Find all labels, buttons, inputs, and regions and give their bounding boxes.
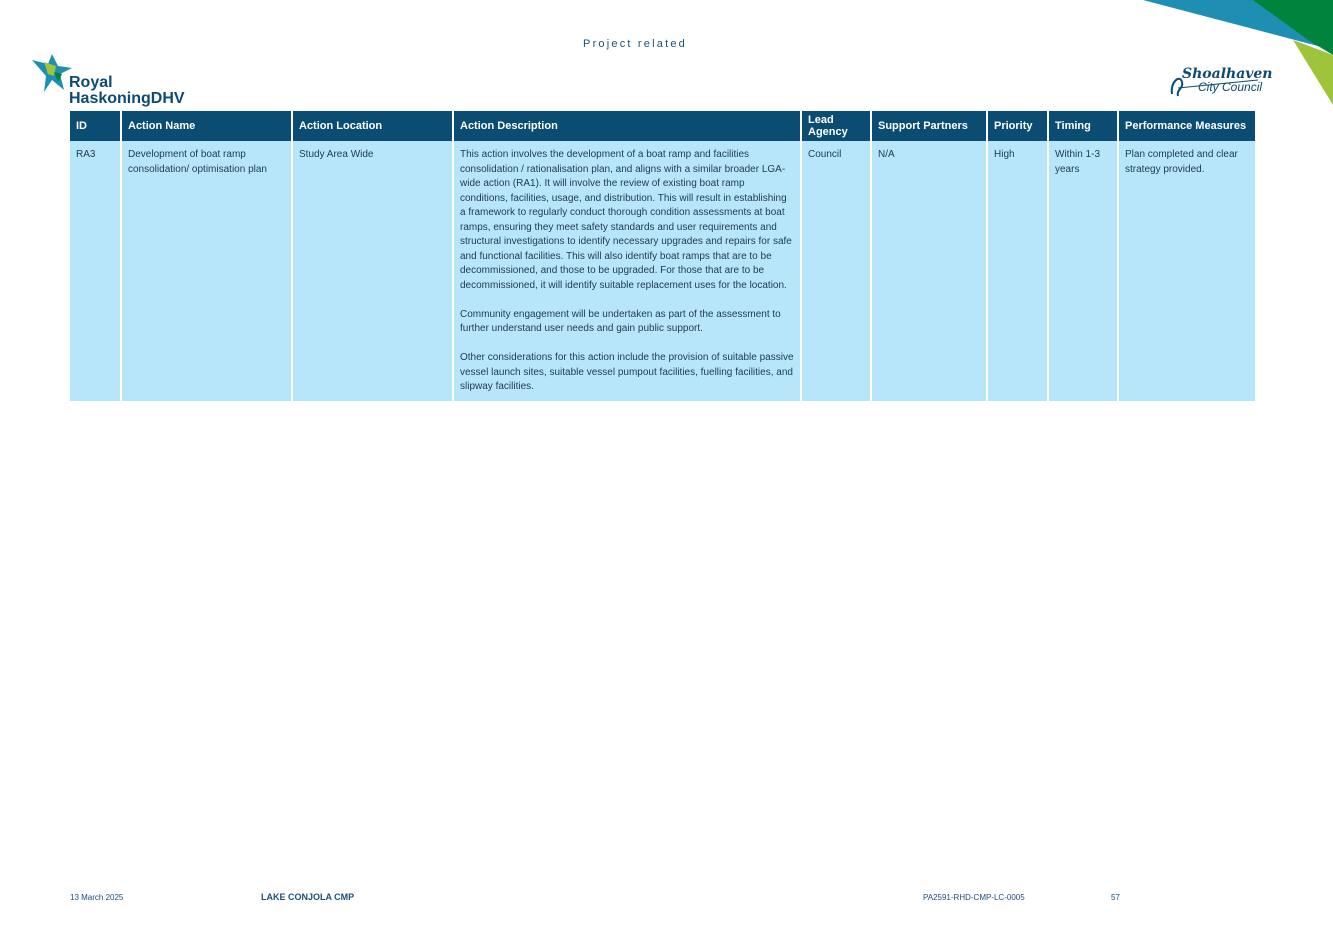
shoalhaven-script: Shoalhaven [1182, 66, 1273, 82]
header-performance-measures: Performance Measures [1118, 111, 1255, 141]
header-id: ID [70, 111, 121, 141]
description-paragraph: This action involves the development of a boat ramp and facilities consolidation / rationalisation plan, and aligns with a similar broader LGA-wide action (RA1). It will involve the review of existing boat ramp conditions, facilities, usage, and distribution. This will result in establishing a framework to regularly conduct thorough condition assessments at boat ramps, ensuring they meet safety standards and user requirements and structural investigations to identify necessary upgrades and repairs for safe and functional facilities. This will also identify boat ramps that are to be decommissioned, and those to be upgraded. For those that are to be decommissioned, it will identify suitable replacement uses for the location. [460, 149, 792, 291]
cell-action-location: Study Area Wide [292, 141, 453, 401]
table-header-row [70, 111, 1255, 141]
description-paragraph: Other considerations for this action include the provision of suitable passive vessel launch sites, suitable vessel pumpout facilities, fuelling facilities, and slipway facilities. [460, 352, 794, 392]
cell-timing: Within 1-3 years [1048, 141, 1118, 401]
header-support-partners: Support Partners [871, 111, 987, 141]
header-action-name: Action Name [121, 111, 292, 141]
cell-support-partners: N/A [871, 141, 987, 401]
cell-action-description [453, 141, 801, 401]
shoalhaven-subtitle: City Council [1198, 80, 1263, 94]
footer-page-number: 57 [1111, 893, 1120, 902]
header-label: Project related [583, 38, 687, 50]
header-action-location: Action Location [292, 111, 453, 141]
royal-haskoning-line1: Royal [69, 74, 113, 91]
header-action-description: Action Description [453, 111, 801, 141]
cell-priority: High [987, 141, 1048, 401]
table-row [70, 141, 1255, 401]
royal-haskoning-line2: HaskoningDHV [69, 90, 185, 107]
cell-lead-agency: Council [801, 141, 871, 401]
header-lead-agency: Lead Agency [801, 111, 871, 141]
cell-performance-measures: Plan completed and clear strategy provided. [1118, 141, 1255, 401]
footer-date: 13 March 2025 [70, 893, 124, 902]
description-paragraph: Community engagement will be undertaken as part of the assessment to further understand user needs and gain public support. [460, 308, 781, 334]
cell-action-name: Development of boat ramp consolidation/ optimisation plan [121, 141, 292, 401]
footer-doc-ref: PA2591-RHD-CMP-LC-0005 [923, 893, 1025, 902]
cell-id: RA3 [70, 141, 121, 401]
action-table [70, 111, 1255, 401]
header-priority: Priority [987, 111, 1048, 141]
footer-title: LAKE CONJOLA CMP [261, 892, 355, 902]
header-timing: Timing [1048, 111, 1118, 141]
